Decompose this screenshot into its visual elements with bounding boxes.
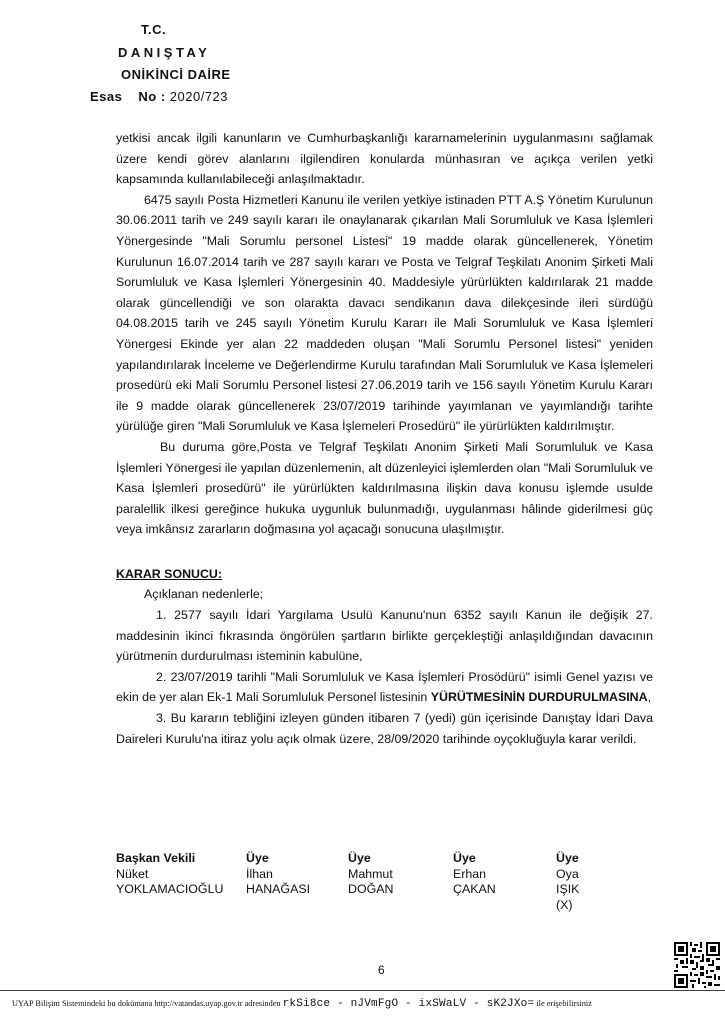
signatory-first-name: Oya — [556, 866, 579, 881]
esas-value: 2020/723 — [169, 89, 229, 104]
decision-item-2-text: 2. 23/07/2019 tarihli "Mali Sorumluluk ve Kasa İşlemleri Prosödürü" isimli Genel yazısı ve ekin de yer alan Ek-1 Mali Sorumluluk Personel listesinin — [116, 669, 653, 705]
decision-intro: Açıklanan nedenlerle; — [144, 587, 264, 602]
signatory — [453, 851, 496, 898]
no-label: No : — [138, 89, 166, 104]
signatory-title: Üye — [246, 851, 269, 865]
header-case-number — [90, 89, 228, 104]
decision-item-2-bold: YÜRÜTMESİNİN DURDURULMASINA — [430, 690, 648, 705]
signatory — [246, 851, 310, 898]
signatory-title: Üye — [453, 851, 476, 865]
signatory-title: Üye — [556, 851, 579, 865]
signatory-last-name: DOĞAN — [348, 882, 394, 896]
paragraph-conclusion: Bu duruma göre,Posta ve Telgraf Teşkilatı Anonim Şirketi Mali Sorumluluk ve Kasa İşlemleri Yönergesi ile yapılan düzenlemenin, alt düzenleyici işlemlerden olan "Mali Sorumluluk ve Kasa İşlemleri prosedürü" ile yürürlükten kaldırılmasına ilişkin dava konusu işlemde usulde paralellik ilkesi gereğince hukuka uygunluk bulunmadığı, uygulanması hâlinde giderilmesi güç veya imkânsız zararların doğmasına yol açacağı sonucuna ulaşılmıştır. — [116, 439, 653, 537]
header-tc: T.C. — [141, 22, 167, 37]
paragraph-ptt-regulation: 6475 sayılı Posta Hizmetleri Kanunu ile verilen yetkiye istinaden PTT A.Ş Yönetim Kurulunun 30.06.2011 tarih ve 249 sayılı kararı ile onaylanarak çıkarılan Mali Sorumluluk ve Kasa İşlemleri Yönergesinde "Mali Sorumlu personel Listesi" 19 madde olarak güncellenerek, Yönetim Kurulunun 16.07.2014 tarih ve 287 sayılı kararı ve Posta ve Telgraf Teşkilatı Anonim Şirketi Mali Sorumluluk ve Kasa İşlemleri Yönergesinin 40. Maddesiyle yürürlükten kaldırılarak 21 madde olarak güncellendiği ve son olarakta davacı sendikanın dava dilekçesinde ileri sürdüğü 04.08.2015 tarih ve 245 sayılı Yönetim Kurulu Kararı ile Mali Sorumluluk ve Kasa İşlemleri Yönergesi Ekinde yer alan 22 maddeden oluşan "Mali Sorumlu Personel listesi" yeniden yapılandırılarak İnceleme ve Değerlendirme Kurulu tarafından Mali Sorumluluk ve Kasa İşlemeleri prosedürü eki Mali Sorumlu Personel listesi 27.06.2019 tarih ve 156 sayılı Yönetim Kurulu Kararı ile 9 madde olarak güncellenerek 23/07/2019 tarihinde yayımlanan ve yayımlandığı tarihte yürülüğe giren "Mali Sorumluluk ve Kasa İşlemeleri Prosedürü" ile yürürlükten kaldırılmıştır. — [116, 192, 653, 434]
signatory-last-name: ÇAKAN — [453, 882, 496, 896]
decision-item-2 — [116, 667, 653, 708]
footer-verification — [12, 998, 712, 1010]
footer-code: rkSi8ce - nJVmFgO - ixSWaLV - sK2JXo= — [282, 998, 535, 1010]
signatory-last-name: YOKLAMACIOĞLU — [116, 882, 224, 896]
decision-item-1: 1. 2577 sayılı İdari Yargılama Usulü Kanunu'nun 6352 sayılı Kanun ile değişik 27. maddesinin ikinci fıkrasında öngörülen şartların birlikte gerçekleştiği anlaşıldığından davacının yürütmenin durdurulması isteminin kabulüne, — [116, 608, 653, 664]
signatory-last-name: HANAĞASI — [246, 882, 311, 896]
footer-suffix: ile erişebilirsiniz — [536, 999, 592, 1008]
signatory-dissent-note: (X) — [556, 897, 573, 912]
footer-divider — [0, 990, 725, 991]
header-department: ONİKİNCİ DAİRE — [121, 67, 231, 82]
document-body — [116, 128, 653, 749]
signatory-first-name: Mahmut — [348, 866, 393, 881]
decision-item-2-end: , — [647, 690, 652, 705]
signatory — [116, 851, 223, 898]
qr-code-icon — [674, 942, 720, 988]
paragraph-continuation: yetkisi ancak ilgili kanunların ve Cumhurbaşkanlığı kararnamelerinin uygulanmasını sağlamak üzere kendi görev alanlarını ilgilendiren konularda münhasıran ve açıkça verilen yetki kapsamında kullanılabileceği anlaşılmaktadır. — [116, 131, 653, 187]
decision-heading: KARAR SONUCU: — [116, 566, 223, 581]
page-number: 6 — [378, 963, 385, 977]
header-court-name: DANIŞTAY — [118, 45, 211, 60]
signatory-title: Üye — [348, 851, 371, 865]
signatory-first-name: İlhan — [246, 866, 273, 881]
footer-prefix: UYAP Bilişim Sistemindeki bu dokümana http://vatandas.uyap.gov.tr adresinden — [12, 999, 281, 1008]
signatory — [556, 851, 579, 913]
spacer — [116, 540, 653, 560]
esas-label: Esas — [90, 89, 123, 104]
decision-item-3: 3. Bu kararın tebliğini izleyen günden itibaren 7 (yedi) gün içerisinde Danıştay İdari Dava Daireleri Kurulu'na itiraz yolu açık olmak üzere, 28/09/2020 tarihinde oyçokluğuyla karar verildi. — [116, 711, 653, 746]
signatory-first-name: Erhan — [453, 866, 487, 881]
signatory-first-name: Nüket — [116, 866, 149, 881]
signatory-last-name: IŞIK — [556, 882, 580, 896]
signatory-title: Başkan Vekili — [116, 851, 196, 865]
signatory — [348, 851, 393, 898]
